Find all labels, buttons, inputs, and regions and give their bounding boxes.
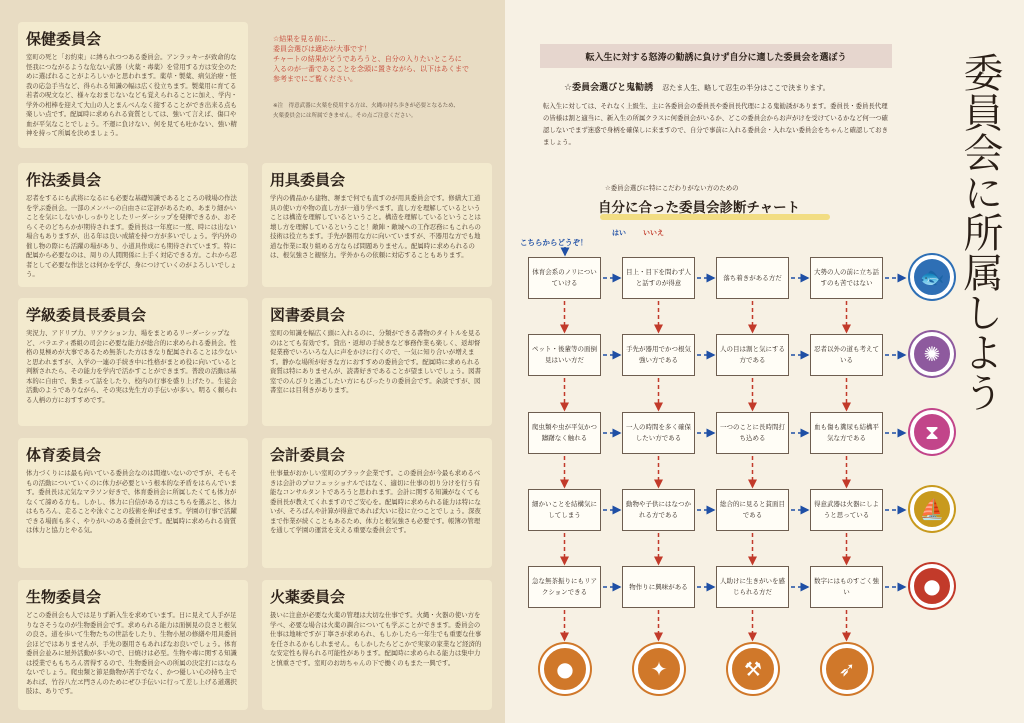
card-body: 忍者をするにも武将になるにも必要な基礎知識であるところの戦場の作法を学ぶ委員会。一部のメンバーの自由さに定評があるため、あまり細かいことを気にしないかしっかりとしたリーダーシップを発揮できるか、おそらくそのどちらかが期待されます。委員長は一年度に一度、時には出ない場合もありますが、出る年は良い成績を持つ方が多いでしょう。学内外の催し物の際にも活躍の場があり、小道具作成にも期待されています。特に配属から必要なのは、周りの人間関係に上手く対応できる方。これから忍者として必要な作法とは何かを学び、身につけていくのがよろしいでしょう。: [26, 194, 237, 278]
card-body: 扱いに注意が必要な火薬の管理は大切な仕事です。火縄・火器の使い方を学べ、必要な場合は火薬の調合についても学ぶことができます。委員会の仕事は地味ですが丁寧さが求められ、もしかしたら一年生でも重要な仕事を任されるかもしれません。もしかしたらどこかで実家の家業など経済的な安定性も得られる可能性があります。配属時に求められる能力は集中力と慎重さです。室町のお坊ちゃんの下で働くのもまた一興です。: [270, 611, 482, 667]
chart-question-box: 細かいことを結構気にしてしまう: [528, 489, 601, 531]
card-title: 会計委員会: [270, 446, 346, 464]
card-title: 体育委員会: [26, 446, 102, 464]
chart-question-box: 一つのことに長時間打ち込める: [716, 412, 789, 454]
note-line: 委員会選びは適応が大事です！: [273, 45, 371, 53]
chart-title: 自分に合った委員会診断チャート: [598, 200, 801, 216]
note-small: 火薬委員会には所属できません。その点ご注意ください。: [273, 113, 417, 119]
card-saho: [18, 163, 248, 287]
card-seibutsu: [18, 580, 248, 710]
chart-question-box: 落ち着きがある方だ: [716, 257, 789, 299]
start-label: こちらからどうぞ！: [520, 238, 588, 247]
left-panel: [0, 0, 505, 723]
card-hoken: [18, 22, 248, 148]
card-taiiku: [18, 438, 248, 568]
chart-question-box: 体育会系のノリについていける: [528, 257, 601, 299]
card-title: 用具委員会: [270, 171, 346, 189]
gourd-icon: ⧗: [910, 410, 954, 454]
daruma-icon: ●: [910, 564, 954, 608]
card-body: 学内の備品から建物、塀まで何でも直すのが用具委員会です。修繕大工道具の使い方や物の直し方が一通り学べます。直し方を理解しているということは構造を理解しているということ。構造を理解しているということは壊し方を理解しているということ！敵陣・敵城への工作忍務にもこれらの技術は役立ちます。手先が器用な方に向いていますが、不器用な方でも地道な作業に取り組める方ならば問題ありません。配属時に求められるのは、根気強さと観察力。学外からの依頼に対応することもあります。: [270, 194, 481, 259]
note-small: ※注 得意武器に火薬を使用する方は、火縄の持ち歩きが必要となるため、: [273, 103, 459, 109]
arrow-icon: ➶: [822, 644, 872, 694]
chart-question-box: 人の目は割と気にする方である: [716, 334, 789, 376]
card-title: 学級委員長委員会: [26, 306, 147, 324]
card-body: 仕事量がおかしい室町のブラック企業です。この委員会が今最も求めるべきは会計のプロフェッショナルではなく、適切に仕事の切り分けを行う有能なコンサルタントであろうと思われます。会計に関する知識がなくても委員長が教えてくれますのでご安心を。配属時に求められる能力は特にないが、そろばんや計算が得意であれば大いに役に立つことでしょう。深夜まで作業が続くこともあるため、体力と根気強さも必要です。帳簿の管理を通して学園の運営を支える重要な委員会です。: [270, 469, 481, 534]
chart-question-box: 大勢の人の前に立ち話すのも苦ではない: [810, 257, 883, 299]
chart-question-box: 一人の時間を多く確保したい方である: [622, 412, 695, 454]
card-title: 生物委員会: [26, 588, 102, 606]
card-body: 体力づくりには最も向いている委員会なのは間違いないのですが、そもそもの活動についていくのに体力が必要という根本的な矛盾をはらんでいます。委員長は元気なマラソン好きで、体育委員会に所属したくても体力がなくて諦める方も。しかし、体力に自信がある方はこちらを選ぶと、体力はもちろん、走ることや泳ぐことの技術を伸ばせます。学園の行事で活躍できる場面も多く、やりがいのある委員会です。配属時に求められる資質は体力と協力とやる気。: [26, 469, 237, 534]
no-label: いいえ: [643, 229, 664, 237]
sun-icon: ●: [540, 644, 590, 694]
banner: 転入生に対する怒涛の勧誘に負けず自分に適した委員会を選ぼう: [540, 44, 892, 68]
trick-subtitle: 忍たま人生、略して忍生の半分はここで決まります。: [662, 84, 830, 92]
chart-caution-note: [263, 30, 493, 148]
trick-body: 転入生に対しては、それなく上級生、主に各委員会の委員長や委員長代理による鬼勧誘があります。委員長・委員長代理の皆様は割と適当に、新入生の所属クラスに何委員会がいるか、どこの委員会からお声がけを受けているかなど何一つ確認しないでまず迷惑で身柄を確保しに来ますので、自分で事前に入れる委員会・入れない委員会をちゃんと確認しておきましょう。: [543, 102, 888, 146]
card-title: 保健委員会: [26, 30, 102, 48]
chart-question-box: 数字にはものすごく強い: [810, 566, 883, 608]
card-title: 図書委員会: [270, 306, 346, 324]
bird-icon: ✦: [634, 644, 684, 694]
trick-title: [564, 80, 830, 93]
hammer-icon: ⚒: [728, 644, 778, 694]
chart-question-box: 忍者以外の道も考えている: [810, 334, 883, 376]
chart-question-box: 人助けに生きがいを感じられる方だ: [716, 566, 789, 608]
ship-icon: ⛵: [910, 487, 954, 531]
trick-title-text: ☆委員会選びと鬼勧誘: [564, 83, 654, 93]
chart-question-box: 爬虫類や虫が平気かつ躊躇なく触れる: [528, 412, 601, 454]
chart-question-box: 動物や子供にはなつかれる方である: [622, 489, 695, 531]
chart-note: ☆委員会選びに特にこだわりがない方のための: [605, 184, 739, 192]
chart-question-box: 目上・目下を問わず人と話すのが得意: [622, 257, 695, 299]
card-yogu: [262, 163, 492, 287]
card-body: どこの委員会も人では足りず新入生を求めています。日に見えて人手が足りなさそうなのが生物委員会です。求められる能力は面倒見の良さと根気の良さ。道を歩いて生物たちの世話をしたり、生物小屋の修繕や用具委員会ほどではありませんが、手先の器用さもあればなお良いでしょう。体育委員会並みに屋外活動が多いので、日焼けは必至。生物や毒に関する知識は授業でももちろん習得するので、生物委員会への所属の決定打にはならないでしょう。爬虫類と節足動物が苦手でなく、かつ優しい心の持ち主であれば、竹谷八左ヱ門さんのためにぜひ手伝いに行って差し上げる道選択肢は、ありです。: [26, 611, 237, 695]
card-gakkyu: [18, 298, 248, 426]
chart-question-box: 手先が器用でかつ根気強い方である: [622, 334, 695, 376]
chart-question-box: 急な無茶振りにもリアクションできる: [528, 566, 601, 608]
yes-label: はい: [612, 229, 626, 237]
main-title: 委員会に所属しよう: [957, 52, 1003, 412]
card-body: 室町の知識を幅広く頭に入れるのに、分類ができる書物のタイトルを見るのはとても有効です。貸出・返却の手続きなど事務作業も楽しく、返却督促業務でいろいろな人に声をかけに行くので、一気に知り合いが増えます。静かな場所が好きな方におすすめの委員会です。配属時に求められる資質は特にありませんが、読書好きであることが望ましいでしょう。図書室でのんびりと過ごしたい方にもぴったりの委員会です。余談ですが、図書室には目利きがあります。: [270, 329, 481, 394]
card-body: 室町の死と「お約束」に縛られつつある委員会。アンラッキーが致命的な怪我につながるような危ない武器（火薬・毒薬）を常用する方は安全のために選ばれることがよろしいかと思われます。薬草・製薬、病気治療・怪我の応急手当など、得られる知識の幅は広く役立ちます。製薬用に育てる若者の呪文など、様々なおまじないなども覚えられることに加え、学内・学外の相棒を迎えて大山の人とまんべんなく接することができ出来る点も楽しい点です。配属時に求められる資質としては、強いて言えば、傷口や血が平気なことでしょう。不運に負けない、何を見ても吐かない、強い精神を持って所属を決めましょう。: [26, 53, 238, 137]
chart-question-box: 得意武器は火器にしようと思っている: [810, 489, 883, 531]
note-line: 参考までにご覧ください。: [273, 75, 357, 83]
card-title: 作法委員会: [26, 171, 102, 189]
fish-icon: 🐟: [910, 255, 954, 299]
chart-question-box: 総合的に見ると貧面目である: [716, 489, 789, 531]
chart-question-box: 物作りに興味がある: [622, 566, 695, 608]
chart-question-box: 血も傷も糞尿も結構平気な方である: [810, 412, 883, 454]
note-line: チャートの結果がどうであろうと、自分の入りたいところに: [273, 55, 462, 63]
card-body: 実況力、アドリブ力、リアクション力、場をまとめるリーダーシップなど、バラエティ番組の司会に必要な能力が総合的に求められる委員会。性格の見極めが大事であるため無茶した方はきなり配属されることは少ないと思われますが、入学の一連の手続き中に性格がまとめ役に向いていると判断されたら、その能力を学内で活かすことができます。普段の活動は基本的に自由で、集まって話をしたり、校内の行事を盛り上げたり。生徒会活動のようでありながら、その実は先生方の手伝いが多い。明るく頼られる人柄の方におすすめです。: [26, 329, 237, 404]
fan-icon: ✺: [910, 332, 954, 376]
note-line: ☆結果を見る前に…: [273, 35, 336, 43]
card-kayaku: [262, 580, 492, 710]
chart-question-box: ペット・後輩等の面倒見はいい方だ: [528, 334, 601, 376]
note-line: 入るのが一番であることを念頭に置きながら、以下はあくまで: [273, 65, 469, 73]
card-tosho: [262, 298, 492, 426]
card-title: 火薬委員会: [270, 588, 346, 606]
card-kaikei: [262, 438, 492, 568]
